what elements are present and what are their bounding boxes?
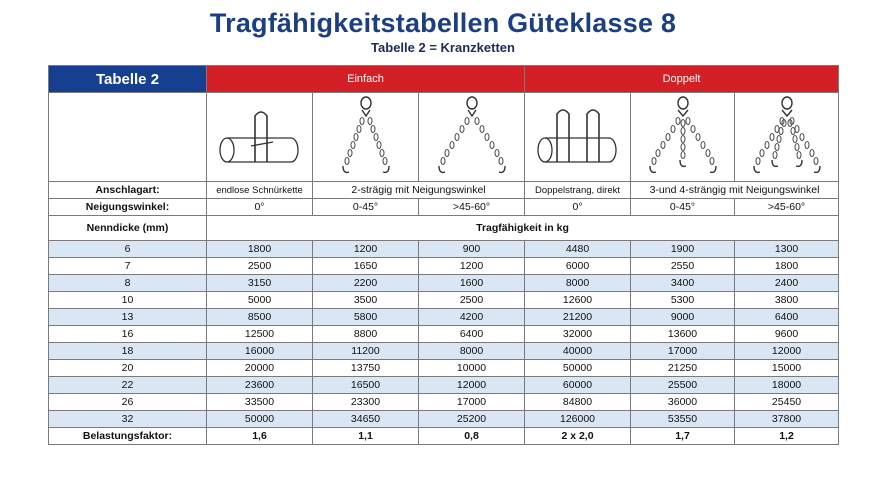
anschlagart-value: 3-und 4-strängig mit Neigungswinkel xyxy=(631,182,839,199)
neigungswinkel-value: 0° xyxy=(207,199,313,216)
capacity-cell: 900 xyxy=(419,241,525,258)
table-row xyxy=(49,377,839,394)
belastungsfaktor-value: 0,8 xyxy=(419,428,525,445)
capacity-cell: 8800 xyxy=(313,326,419,343)
table-row xyxy=(49,360,839,377)
capacity-cell: 84800 xyxy=(525,394,631,411)
capacity-cell: 60000 xyxy=(525,377,631,394)
capacity-cell: 13600 xyxy=(631,326,735,343)
table-row xyxy=(49,258,839,275)
anschlagart-value: Doppelstrang, direkt xyxy=(525,182,631,199)
table-row xyxy=(49,326,839,343)
capacity-cell: 1200 xyxy=(313,241,419,258)
two-leg-chain-sling-icon xyxy=(313,93,419,182)
capacity-cell: 34650 xyxy=(313,411,419,428)
capacity-cell: 4200 xyxy=(419,309,525,326)
capacity-cell: 9600 xyxy=(735,326,839,343)
capacity-cell: 2500 xyxy=(207,258,313,275)
capacity-cell: 6400 xyxy=(735,309,839,326)
capacity-cell: 36000 xyxy=(631,394,735,411)
neigungswinkel-value: 0° xyxy=(525,199,631,216)
capacity-cell: 3500 xyxy=(313,292,419,309)
capacity-cell: 37800 xyxy=(735,411,839,428)
header-row xyxy=(49,66,839,93)
three-leg-chain-sling-icon xyxy=(631,93,735,182)
anschlagart-row xyxy=(49,182,839,199)
capacity-cell: 12000 xyxy=(735,343,839,360)
basket-sling-icon xyxy=(525,93,631,182)
neigungswinkel-value: >45-60° xyxy=(735,199,839,216)
belastungsfaktor-label: Belastungsfaktor: xyxy=(49,428,207,445)
belastungsfaktor-value: 1,1 xyxy=(313,428,419,445)
table-row xyxy=(49,275,839,292)
load-capacity-table xyxy=(48,65,839,445)
nenndicke-header-row xyxy=(49,216,839,241)
capacity-cell: 15000 xyxy=(735,360,839,377)
nenndicke-cell: 8 xyxy=(49,275,207,292)
capacity-cell: 126000 xyxy=(525,411,631,428)
belastungsfaktor-value: 2 x 2,0 xyxy=(525,428,631,445)
capacity-cell: 10000 xyxy=(419,360,525,377)
neigungswinkel-value: 0-45° xyxy=(313,199,419,216)
belastungsfaktor-row xyxy=(49,428,839,445)
capacity-cell: 25450 xyxy=(735,394,839,411)
nenndicke-cell: 18 xyxy=(49,343,207,360)
capacity-cell: 5800 xyxy=(313,309,419,326)
table-label: Tabelle 2 xyxy=(49,66,207,93)
nenndicke-cell: 13 xyxy=(49,309,207,326)
capacity-cell: 8000 xyxy=(419,343,525,360)
anschlagart-value: 2-strägig mit Neigungswinkel xyxy=(313,182,525,199)
capacity-cell: 33500 xyxy=(207,394,313,411)
capacity-cell: 8000 xyxy=(525,275,631,292)
table-row xyxy=(49,394,839,411)
capacity-cell: 11200 xyxy=(313,343,419,360)
nenndicke-cell: 16 xyxy=(49,326,207,343)
tragfaehigkeit-label: Tragfähigkeit in kg xyxy=(207,216,839,241)
four-leg-chain-sling-icon xyxy=(735,93,839,182)
capacity-cell: 4480 xyxy=(525,241,631,258)
capacity-cell: 17000 xyxy=(631,343,735,360)
nenndicke-cell: 7 xyxy=(49,258,207,275)
nenndicke-cell: 6 xyxy=(49,241,207,258)
illustration-row xyxy=(49,93,839,182)
capacity-cell: 50000 xyxy=(207,411,313,428)
capacity-cell: 25200 xyxy=(419,411,525,428)
two-leg-chain-sling-wide-icon xyxy=(419,93,525,182)
capacity-cell: 16000 xyxy=(207,343,313,360)
anschlagart-label: Anschlagart: xyxy=(49,182,207,199)
capacity-cell: 12600 xyxy=(525,292,631,309)
nenndicke-cell: 32 xyxy=(49,411,207,428)
capacity-cell: 25500 xyxy=(631,377,735,394)
capacity-cell: 16500 xyxy=(313,377,419,394)
capacity-cell: 9000 xyxy=(631,309,735,326)
capacity-cell: 21250 xyxy=(631,360,735,377)
capacity-cell: 2550 xyxy=(631,258,735,275)
capacity-cell: 32000 xyxy=(525,326,631,343)
nenndicke-label: Nenndicke (mm) xyxy=(49,216,207,241)
nenndicke-cell: 10 xyxy=(49,292,207,309)
illustration-empty-cell xyxy=(49,93,207,182)
nenndicke-cell: 22 xyxy=(49,377,207,394)
capacity-cell: 1650 xyxy=(313,258,419,275)
capacity-cell: 2500 xyxy=(419,292,525,309)
capacity-cell: 6400 xyxy=(419,326,525,343)
page-subtitle: Tabelle 2 = Kranzketten xyxy=(371,40,515,55)
capacity-cell: 23300 xyxy=(313,394,419,411)
capacity-cell: 23600 xyxy=(207,377,313,394)
page-title: Tragfähigkeitstabellen Güteklasse 8 xyxy=(209,8,677,38)
capacity-cell: 12500 xyxy=(207,326,313,343)
capacity-cell: 8500 xyxy=(207,309,313,326)
capacity-cell: 21200 xyxy=(525,309,631,326)
table-row xyxy=(49,241,839,258)
belastungsfaktor-value: 1,6 xyxy=(207,428,313,445)
neigungswinkel-value: >45-60° xyxy=(419,199,525,216)
capacity-cell: 1800 xyxy=(207,241,313,258)
nenndicke-cell: 20 xyxy=(49,360,207,377)
table-row xyxy=(49,292,839,309)
capacity-cell: 17000 xyxy=(419,394,525,411)
belastungsfaktor-value: 1,2 xyxy=(735,428,839,445)
neigungswinkel-row xyxy=(49,199,839,216)
group-einfach: Einfach xyxy=(207,66,525,93)
capacity-cell: 3150 xyxy=(207,275,313,292)
table-row xyxy=(49,309,839,326)
capacity-cell: 1900 xyxy=(631,241,735,258)
anschlagart-value: endlose Schnürkette xyxy=(207,182,313,199)
capacity-cell: 3400 xyxy=(631,275,735,292)
neigungswinkel-value: 0-45° xyxy=(631,199,735,216)
capacity-cell: 1300 xyxy=(735,241,839,258)
neigungswinkel-label: Neigungswinkel: xyxy=(49,199,207,216)
capacity-cell: 5000 xyxy=(207,292,313,309)
capacity-cell: 40000 xyxy=(525,343,631,360)
capacity-cell: 1800 xyxy=(735,258,839,275)
table-row xyxy=(49,343,839,360)
belastungsfaktor-value: 1,7 xyxy=(631,428,735,445)
choker-sling-icon xyxy=(207,93,313,182)
capacity-cell: 6000 xyxy=(525,258,631,275)
capacity-cell: 18000 xyxy=(735,377,839,394)
capacity-cell: 2400 xyxy=(735,275,839,292)
capacity-cell: 50000 xyxy=(525,360,631,377)
capacity-cell: 1200 xyxy=(419,258,525,275)
capacity-cell: 12000 xyxy=(419,377,525,394)
table-row xyxy=(49,411,839,428)
capacity-cell: 13750 xyxy=(313,360,419,377)
capacity-cell: 5300 xyxy=(631,292,735,309)
capacity-cell: 20000 xyxy=(207,360,313,377)
group-doppelt: Doppelt xyxy=(525,66,839,93)
capacity-cell: 1600 xyxy=(419,275,525,292)
nenndicke-cell: 26 xyxy=(49,394,207,411)
capacity-cell: 3800 xyxy=(735,292,839,309)
capacity-cell: 53550 xyxy=(631,411,735,428)
capacity-cell: 2200 xyxy=(313,275,419,292)
